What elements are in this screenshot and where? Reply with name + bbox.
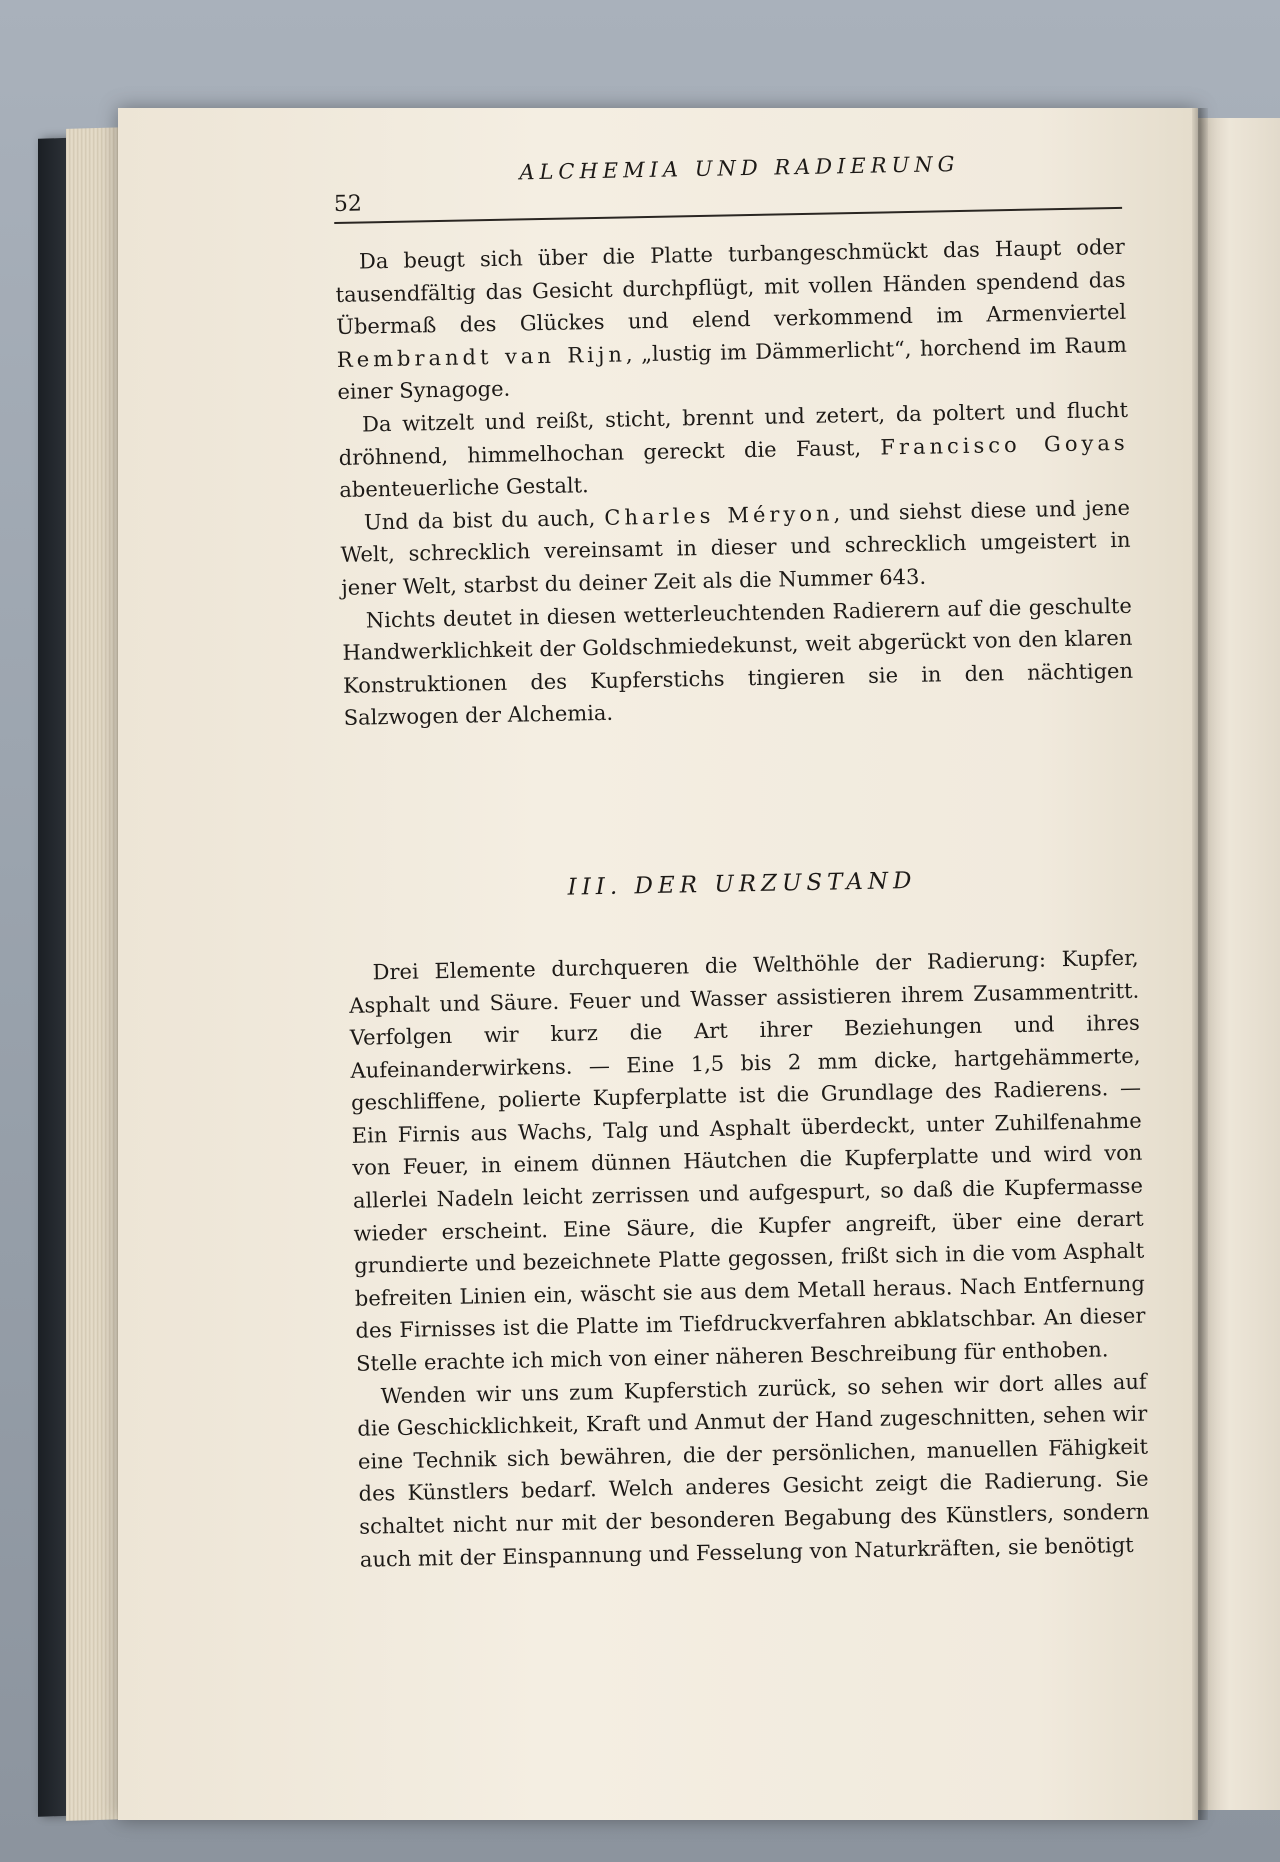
page-number: 52 bbox=[333, 191, 363, 217]
paragraph: Wenden wir uns zum Kupferstich zurück, so sehen wir dort alles auf die Geschicklichkeit, Kraft und Anmut der Hand zugeschnitten, sehen wir eine Technik sich bewähren, die der persönlichen, manuellen Fähigkeit des Künstlers bedarf. Welch anderes Gesicht zeigt die Radierung. Sie schaltet nicht nur mit der besonderen Begabung des Künstlers, sondern auch mit der Einspannung und Fesselung von Naturkräften, sie benötigt bbox=[357, 1369, 1150, 1572]
paragraph: Da beugt sich über die Platte turbangeschmückt das Haupt oder tausendfältig das Gesicht durchpflügt, mit vollen Händen spendend das Übermaß des Glückes und elend verkommend im Armenviertel Rembrandt van Rijn, „lustig im Dämmerlicht“, horchend im Raum einer Synagoge. bbox=[335, 234, 1127, 405]
page-content bbox=[333, 143, 1150, 1576]
section-heading: III. DER URZUSTAND bbox=[567, 867, 917, 901]
running-title: ALCHEMIA UND RADIERUNG bbox=[519, 151, 960, 185]
gutter-shadow bbox=[1192, 108, 1208, 1820]
body-text-part-2 bbox=[348, 942, 1150, 1576]
paragraph: Da witzelt und reißt, sticht, brennt und zetert, da poltert und flucht dröhnend, himmelhochan gereckt die Faust, Francisco Goyas abenteuerliche Gestalt. bbox=[338, 397, 1129, 503]
body-text-part-1 bbox=[335, 231, 1134, 735]
paragraph: Drei Elemente durchqueren die Welthöhle der Radierung: Kupfer, Asphalt und Säure. Feuer und Wasser assistieren ihrem Zusammentritt. Verfolgen wir kurz die Art ihrer Beziehungen und ihres Aufeinanderwirkens. — Eine 1,5 bis 2 mm dicke, hartgehämmerte, geschliffene, polierte Kupferplatte ist die Grundlage des Radierens. — Ein Firnis aus Wachs, Talg und Asphalt überdeckt, unter Zuhilfenahme von Feuer, in einem dünnen Häutchen die Kupferplatte und wird von allerlei Nadeln leicht zerrissen und aufgespurt, so daß die Kupfermasse wieder erscheint. Eine Säure, die Kupfer angreift, über eine derart grundierte und bezeichnete Platte gegossen, frißt sich in die vom Asphalt befreiten Linien ein, wäscht sie aus dem Metall heraus. Nach Entfernung des Firnisses ist die Platte im Tiefdruckverfahren abklatschbar. An dieser Stelle erachte ich mich von einer näheren Beschreibung für enthoben. bbox=[349, 945, 1146, 1376]
facing-page bbox=[1196, 118, 1280, 1810]
paragraph: Und da bist du auch, Charles Méryon, und siehst diese und jene Welt, schrecklich vereinsamt in dieser und schrecklich umgeistert in jener Welt, starbst du deiner Zeit als die Nummer 643. bbox=[340, 495, 1131, 600]
artist-name: Francisco Goyas bbox=[880, 430, 1129, 460]
artist-name: Charles Méryon bbox=[604, 501, 834, 530]
paragraph: Nichts deutet in diesen wetterleuchtenden Radierern auf die geschulte Handwerklichkeit der Goldschmiedekunst, weit abgerückt von den klaren Konstruktionen des Kupferstichs tingieren sie in den nächtigen Salzwogen der Alchemia. bbox=[342, 593, 1134, 731]
artist-name: Rembrandt van Rijn bbox=[336, 342, 627, 372]
header-rule bbox=[334, 207, 1122, 224]
